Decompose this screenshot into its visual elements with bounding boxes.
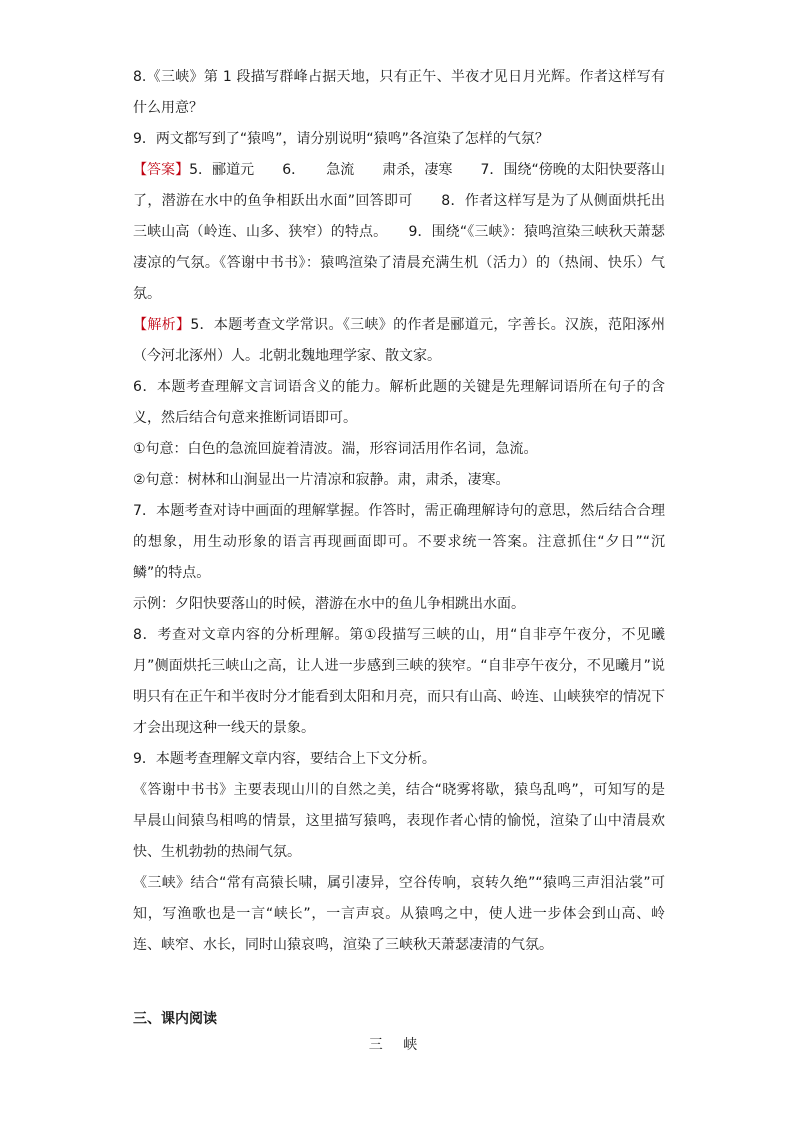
analysis-6a: ①句意：白色的急流回旋着清波。湍，形容词活用作名词，急流。 — [133, 441, 538, 457]
question-9: 9．两文都写到了“猿鸣”，请分别说明“猿鸣”各渲染了怎样的气氛？ — [133, 131, 549, 147]
analysis-label: 【解析】 — [133, 317, 191, 333]
analysis-9a: 《答谢中书书》主要表现山川的自然之美，结合“晓雾将歇，猿鸟乱鸣”，可知写的是早晨山间猿鸟相鸣的情景，这里描写猿鸣，表现作者心情的愉悦，渲染了山中清晨欢快、生机勃勃的热闹气氛。 — [133, 782, 665, 860]
answer-text: 5．郦道元 6． 急流 肃杀，凄寒 7．围绕“傍晚的太阳快要落山了，潜游在水中的鱼争相跃出水面”回答即可 8．作者这样写是为了从侧面烘托出三峡山高（岭连、山多、狭窄）的特点。 9．围绕“《三峡》：猿鸣渲染三峡秋天萧瑟凄凉的气氛。《答谢中书书》：猿鸣渲染了清晨充满生机（活力）的（热闹、快乐）气氛。 — [133, 162, 665, 302]
passage-title: 三 峡 — [368, 1037, 426, 1053]
analysis-7-example: 示例：夕阳快要落山的时候，潜游在水中的鱼儿争相跳出水面。 — [133, 596, 525, 612]
analysis-7: 7．本题考查对诗中画面的理解掌握。作答时，需正确理解诗句的意思，然后结合合理的想象，用生动形象的语言再现画面即可。不要求统一答案。注意抓住“夕日”“沉鳞”的特点。 — [133, 503, 665, 581]
question-8: 8.《三峡》第 1 段描写群峰占据天地，只有正午、半夜才见日月光辉。作者这样写有什么用意？ — [133, 69, 665, 116]
answer-label: 【答案】 — [133, 162, 190, 178]
analysis-8: 8．考查对文章内容的分析理解。第①段描写三峡的山，用“自非亭午夜分，不见曦月”侧面烘托三峡山之高，让人进一步感到三峡的狭窄。“自非亭午夜分，不见曦月”说明只有在正午和半夜时分才能看到太阳和月亮，而只有山高、岭连、山峡狭窄的情况下才会出现这种一线天的景象。 — [133, 627, 665, 736]
analysis-6b: ②句意：树林和山涧显出一片清凉和寂静。肃，肃杀，凄寒。 — [133, 472, 510, 488]
analysis-5-text: 5．本题考查文学常识。《三峡》的作者是郦道元，字善长。汉族，范阳涿州（今河北涿州）人。北朝北魏地理学家、散文家。 — [133, 317, 666, 364]
analysis-5 — [133, 310, 665, 372]
answer-content — [133, 62, 665, 961]
analysis-6: 6．本题考查理解文言词语含义的能力。解析此题的关键是先理解词语所在句子的含义，然后结合句意来推断词语即可。 — [133, 379, 665, 426]
analysis-9: 9．本题考查理解文章内容，要结合上下文分析。 — [133, 751, 436, 767]
section-heading: 三、课内阅读 — [133, 1011, 217, 1027]
analysis-9b: 《三峡》结合“常有高猿长啸，属引凄异，空谷传响，哀转久绝”“猿鸣三声泪沾裳”可知，写渔歌也是一言“峡长”，一言声哀。从猿鸣之中，使人进一步体会到山高、岭连、峡窄、水长，同时山猿哀鸣，渲染了三峡秋天萧瑟凄清的气氛。 — [133, 875, 665, 953]
answer-block — [133, 155, 665, 310]
